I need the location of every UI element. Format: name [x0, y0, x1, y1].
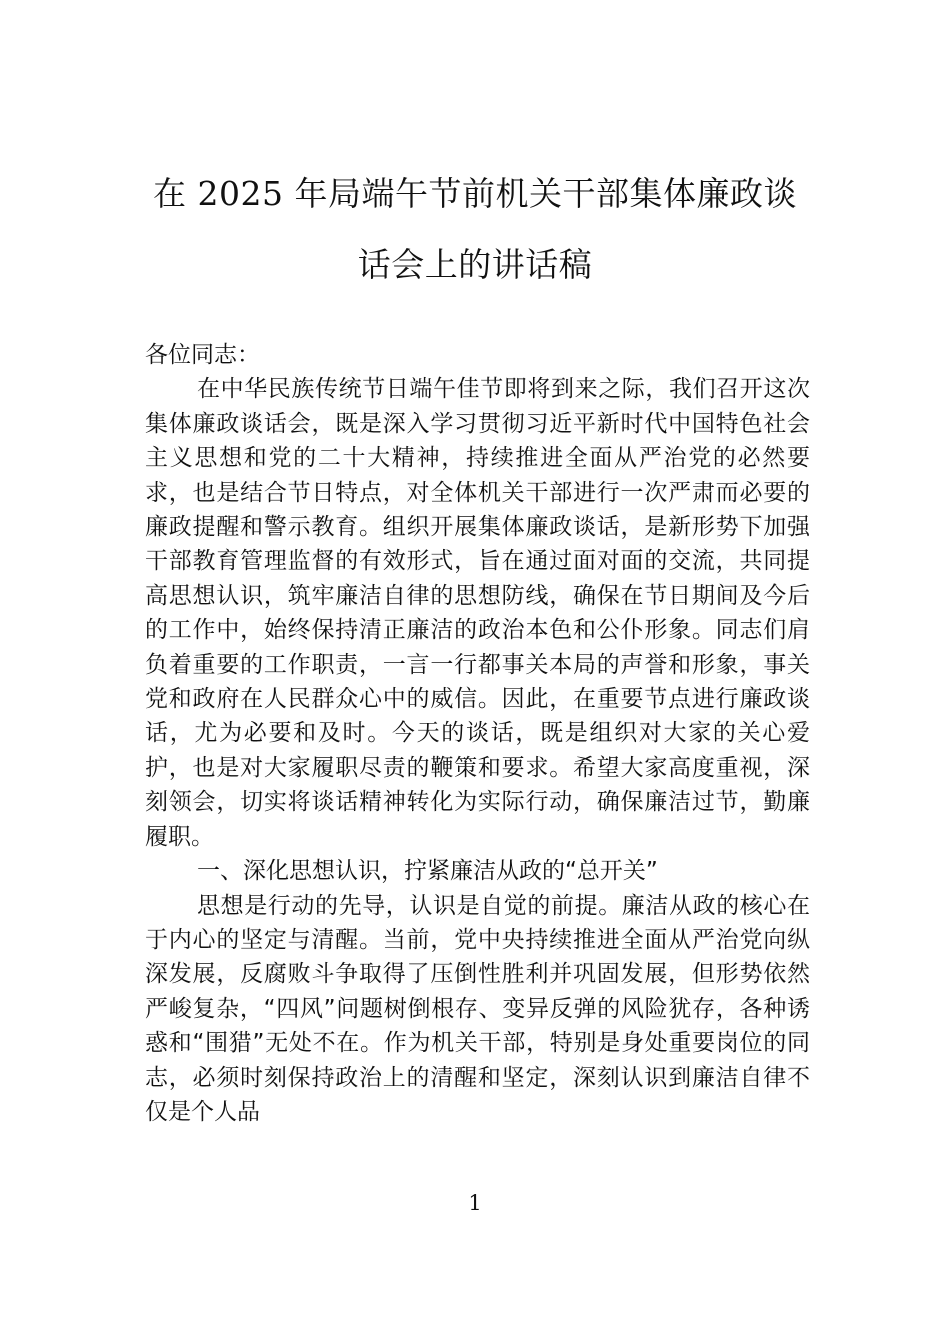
document-body	[145, 338, 810, 1129]
paragraph-intro: 在中华民族传统节日端午佳节即将到来之际，我们召开这次集体廉政谈话会，既是深入学习贯彻习近平新时代中国特色社会主义思想和党的二十大精神，持续推进全面从严治党的必然要求，也是结合节日特点，对全体机关干部进行一次严肃而必要的廉政提醒和警示教育。组织开展集体廉政谈话，是新形势下加强干部教育管理监督的有效形式，旨在通过面对面的交流，共同提高思想认识，筑牢廉洁自律的思想防线，确保在节日期间及今后的工作中，始终保持清正廉洁的政治本色和公仆形象。同志们肩负着重要的工作职责，一言一行都事关本局的声誉和形象，事关党和政府在人民群众心中的威信。因此，在重要节点进行廉政谈话，尤为必要和及时。今天的谈话，既是组织对大家的关心爱护，也是对大家履职尽责的鞭策和要求。希望大家高度重视，深刻领会，切实将谈话精神转化为实际行动，确保廉洁过节，勤廉履职。	[145, 376, 810, 850]
salutation: 各位同志：	[145, 342, 260, 368]
section-heading-1: 一、深化思想认识，拧紧廉洁从政的“总开关”	[197, 858, 658, 885]
page-number: 1	[468, 1191, 482, 1215]
document-title-line-2: 话会上的讲话稿	[357, 245, 593, 284]
document-title-line-1: 在 2025 年局端午节前机关干部集体廉政谈	[153, 174, 797, 213]
paragraph-section-1: 思想是行动的先导，认识是自觉的前提。廉洁从政的核心在于内心的坚定与清醒。当前，党中央持续推进全面从严治党向纵深发展，反腐败斗争取得了压倒性胜利并巩固发展，但形势依然严峻复杂，“四风”问题树倒根存、变异反弹的风险犹存，各种诱惑和“围猎”无处不在。作为机关干部，特别是身处重要岗位的同志，必须时刻保持政治上的清醒和坚定，深刻认识到廉洁自律不仅是个人品	[145, 892, 810, 1125]
